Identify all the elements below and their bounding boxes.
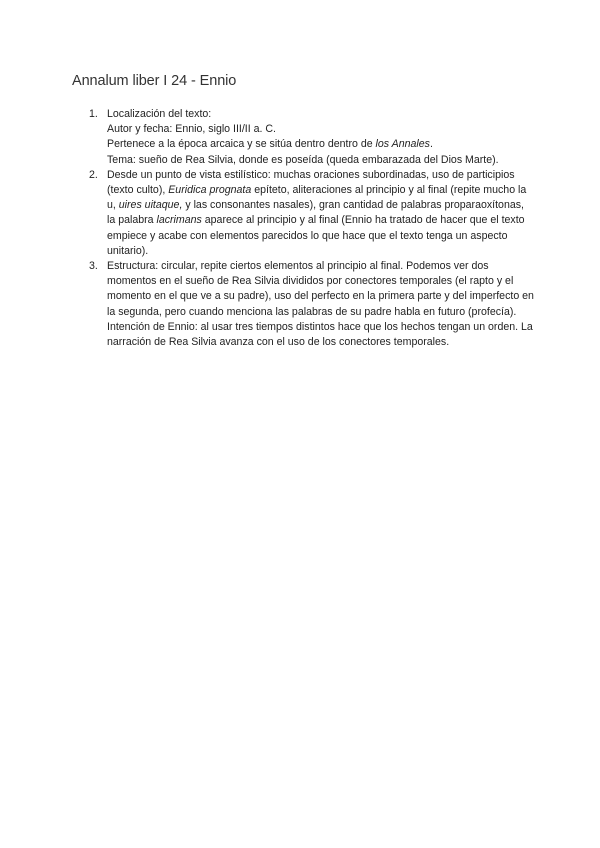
list-item [89, 168, 534, 259]
text-run: Pertenece a la época arcaica y se sitúa dentro dentro de [107, 138, 376, 151]
item-line [107, 137, 534, 152]
text-run: Desde un punto de vista estilístico: muchas oraciones subordinadas, uso de participios (texto culto), [107, 168, 515, 197]
italic-text-run: lacrimans [156, 214, 202, 227]
list-item-number: 3. [89, 260, 98, 273]
text-run: epíteto, aliteraciones al principio y al final (repite mucho la u, [107, 184, 527, 212]
numbered-list [89, 107, 534, 350]
italic-text-run: uires uitaque, [118, 199, 183, 212]
list-item [89, 259, 534, 350]
list-item-number: 1. [89, 108, 98, 120]
text-run: y las consonantes nasales), gran cantidad de palabras proparaoxítonas, la palabra [107, 199, 524, 227]
item-line: Tema: sueño de Rea Silvia, donde es poseída (queda embarazada del Dios Marte). [107, 153, 499, 166]
item-line: Autor y fecha: Ennio, siglo III/II a. C. [107, 123, 276, 136]
italic-text-run: los Annales [375, 138, 430, 151]
text-run: aparece al principio y al final (Ennio ha tratado de hacer que el texto empiece y acabe con elementos parecidos lo que hace que el texto tenga un aspecto unitario). [107, 214, 525, 257]
item-paragraph [107, 168, 534, 259]
document-title: Annalum liber I 24 - Ennio [72, 73, 237, 89]
italic-text-run: Euridica prognata [168, 184, 252, 197]
item-line: Localización del texto: [107, 108, 212, 120]
text-run: . [429, 138, 433, 151]
list-item [89, 107, 534, 168]
list-item-number: 2. [89, 168, 98, 181]
item-paragraph: Estructura: circular, repite ciertos elementos al principio al final. Podemos ver dos momentos en el sueño de Rea Silvia divididos por conectores temporales (el rapto y el momento en el que ve a su padre), uso del perfecto en la primera parte y del imperfecto en la segunda, pero cuando menciona las palabras de su padre habla en futuro (profecía). Intención de Ennio: al usar tres tiempos distintos hace que los hechos tengan un orden. La narración de Rea Silvia avanza con el uso de los conectores temporales. [107, 260, 534, 349]
